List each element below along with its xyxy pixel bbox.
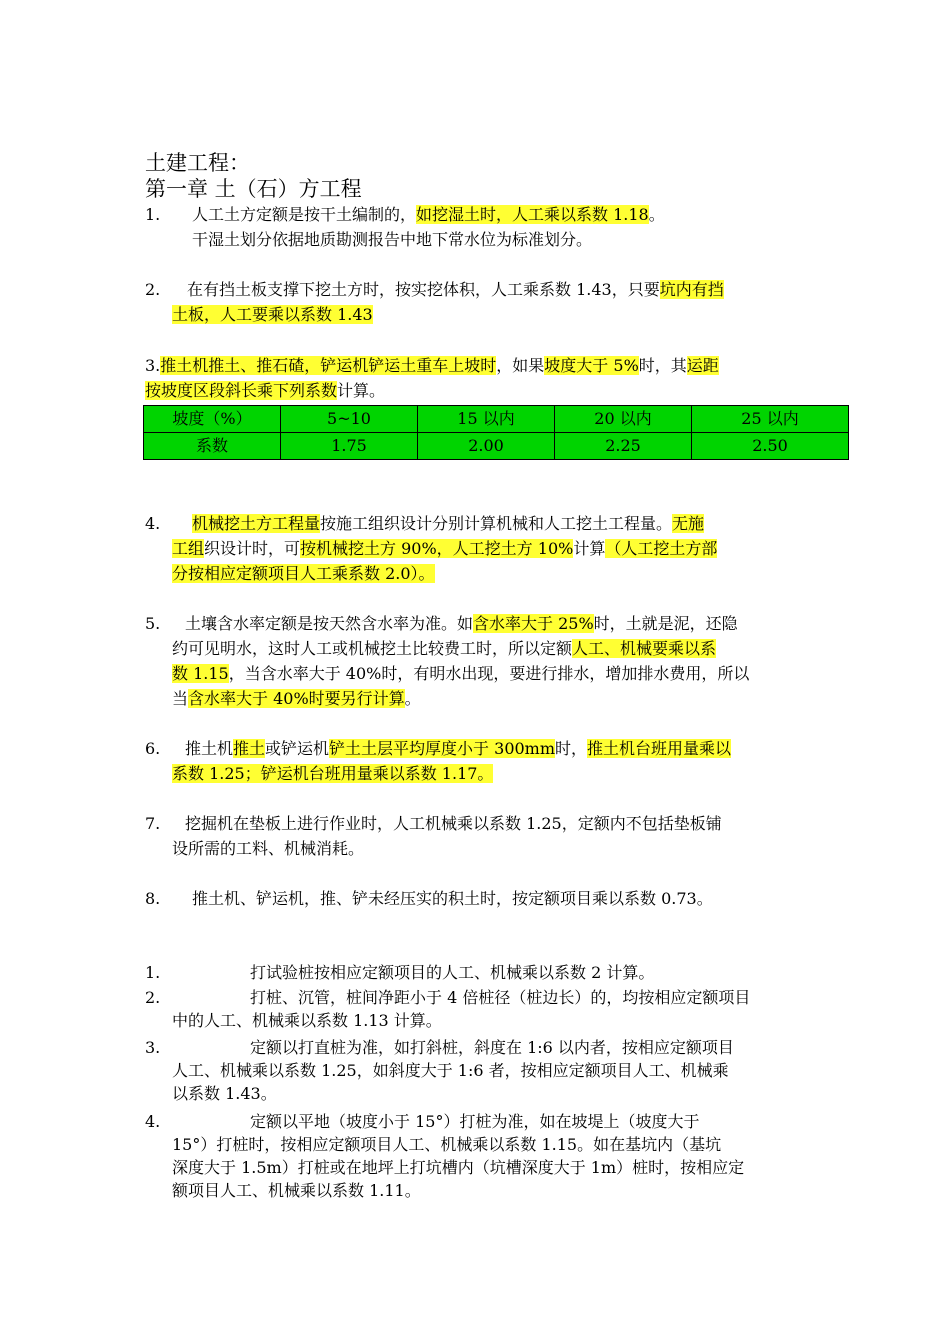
text: 打试验桩按相应定额项目的人工、机械乘以系数 2 计算。 [250,963,655,982]
item-number: 1. [145,205,161,224]
item-1 [145,202,815,252]
text: 约可见明水，这时人工或机械挖土比较费工时，所以定额 [172,639,573,658]
table-cell: 系数 [144,433,281,460]
highlight: 按坡度区段斜长乘下列系数 [145,381,338,400]
highlight: 人工、机械要乘以系 [572,639,717,658]
highlight: 如挖湿土时，人工乘以系数 1.18 [416,205,649,224]
text: 在有挡土板支撑下挖土方时，按实挖体积，人工乘系数 1.43，只要 [187,280,660,299]
highlight: 按机械挖土方 90%，人工挖土方 10% [300,539,574,558]
text: 设所需的工料、机械消耗。 [172,839,365,858]
table-cell: 2.25 [555,433,692,460]
highlight: 推土机台班用量乘以 [587,739,732,758]
highlight: 分按相应定额项目人工乘系数 2.0）。 [172,564,435,583]
item-8 [145,886,815,911]
text: 时，其 [638,356,687,375]
document-title: 土建工程： [145,151,250,175]
table-row [144,433,849,460]
item-number: 2. [145,988,161,1007]
highlight: 工组 [172,539,205,558]
pile-item-2 [145,986,815,1032]
text: ，当含水率大于 40%时，有明水出现，要进行排水，增加排水费用，所以 [228,664,750,683]
item-3 [145,353,815,403]
text: 15°）打桩时，按相应定额项目人工、机械乘以系数 1.15。如在基坑内（基坑 [172,1135,722,1154]
text: 时，土就是泥，还隐 [593,614,738,633]
highlight: 机械挖土方工程量 [192,514,321,533]
text: 计算 [573,539,606,558]
table-cell: 1.75 [281,433,418,460]
text: 打桩、沉管，桩间净距小于 4 倍桩径（桩边长）的，均按相应定额项目 [250,988,751,1007]
table-cell: 15 以内 [418,406,555,433]
table-cell: 2.50 [692,433,849,460]
text: 人工土方定额是按干土编制的， [192,205,417,224]
text: 以系数 1.43。 [172,1084,277,1103]
text: 织设计时，可 [204,539,301,558]
item-number: 8. [145,889,161,908]
slope-coefficient-table [143,405,849,460]
text: 计算。 [337,381,386,400]
item-4 [145,511,815,586]
highlight: 含水率大于 40%时要另行计算 [188,689,405,708]
highlight: 系数 1.25；铲运机台班用量乘以系数 1.17。 [172,764,494,783]
highlight: 推土 [233,739,266,758]
pile-item-1 [145,961,815,984]
text: 。 [648,205,665,224]
item-number: 5. [145,614,161,633]
table-cell: 20 以内 [555,406,692,433]
text: 额项目人工、机械乘以系数 1.11。 [172,1181,421,1200]
text: 推土机 [185,739,234,758]
item-2 [145,277,815,327]
highlight: （人工挖土方部 [605,539,718,558]
text: ，如果 [496,356,545,375]
text: 时， [555,739,588,758]
item-7 [145,811,815,861]
item-number: 6. [145,739,161,758]
highlight: 运距 [686,356,719,375]
table-cell: 2.00 [418,433,555,460]
text: 定额以打直桩为准，如打斜桩，斜度在 1:6 以内者，按相应定额项目 [250,1038,734,1057]
item-number: 3. [145,1038,161,1057]
highlight: 坑内有挡 [659,280,724,299]
table-cell: 25 以内 [692,406,849,433]
highlight: 推土机推土、推石碴，铲运机铲运土重车上坡时 [160,356,497,375]
text: 定额以平地（坡度小于 15°）打桩为准，如在坡堤上（坡度大于 [250,1112,700,1131]
text: 按施工组织设计分别计算机械和人工挖土工程量。 [320,514,673,533]
table-cell: 坡度（%） [144,406,281,433]
text: 中的人工、机械乘以系数 1.13 计算。 [172,1011,442,1030]
text: 或铲运机 [265,739,330,758]
text: 土壤含水率定额是按天然含水率为准。如 [185,614,474,633]
item-number: 2. [145,280,161,299]
text: 深度大于 1.5m）打桩或在地坪上打坑槽内（坑槽深度大于 1m）桩时，按相应定 [172,1158,745,1177]
item-number: 4. [145,514,161,533]
text: 人工、机械乘以系数 1.25，如斜度大于 1:6 者，按相应定额项目人工、机械乘 [172,1061,729,1080]
highlight: 坡度大于 5% [544,356,639,375]
item-number: 7. [145,814,161,833]
pile-item-3 [145,1036,815,1105]
text: 干湿土划分依据地质勘测报告中地下常水位为标准划分。 [192,230,593,249]
table-cell: 5~10 [281,406,418,433]
text: 。 [404,689,421,708]
text: 当 [172,689,189,708]
text: 挖掘机在垫板上进行作业时，人工机械乘以系数 1.25，定额内不包括垫板铺 [185,814,722,833]
highlight: 含水率大于 25% [473,614,594,633]
item-number: 1. [145,963,161,982]
highlight: 无施 [672,514,705,533]
item-number: 3. [145,356,161,375]
item-number: 4. [145,1112,161,1131]
text: 推土机、铲运机，推、铲未经压实的积土时，按定额项目乘以系数 0.73。 [192,889,713,908]
pile-item-4 [145,1110,815,1202]
item-5 [145,611,815,711]
item-6 [145,736,815,786]
highlight: 数 1.15 [172,664,229,683]
table-row [144,406,849,433]
highlight: 铲土土层平均厚度小于 300mm [329,739,556,758]
chapter-heading: 第一章 土（石）方工程 [145,177,362,201]
highlight: 土板，人工要乘以系数 1.43 [172,305,373,324]
